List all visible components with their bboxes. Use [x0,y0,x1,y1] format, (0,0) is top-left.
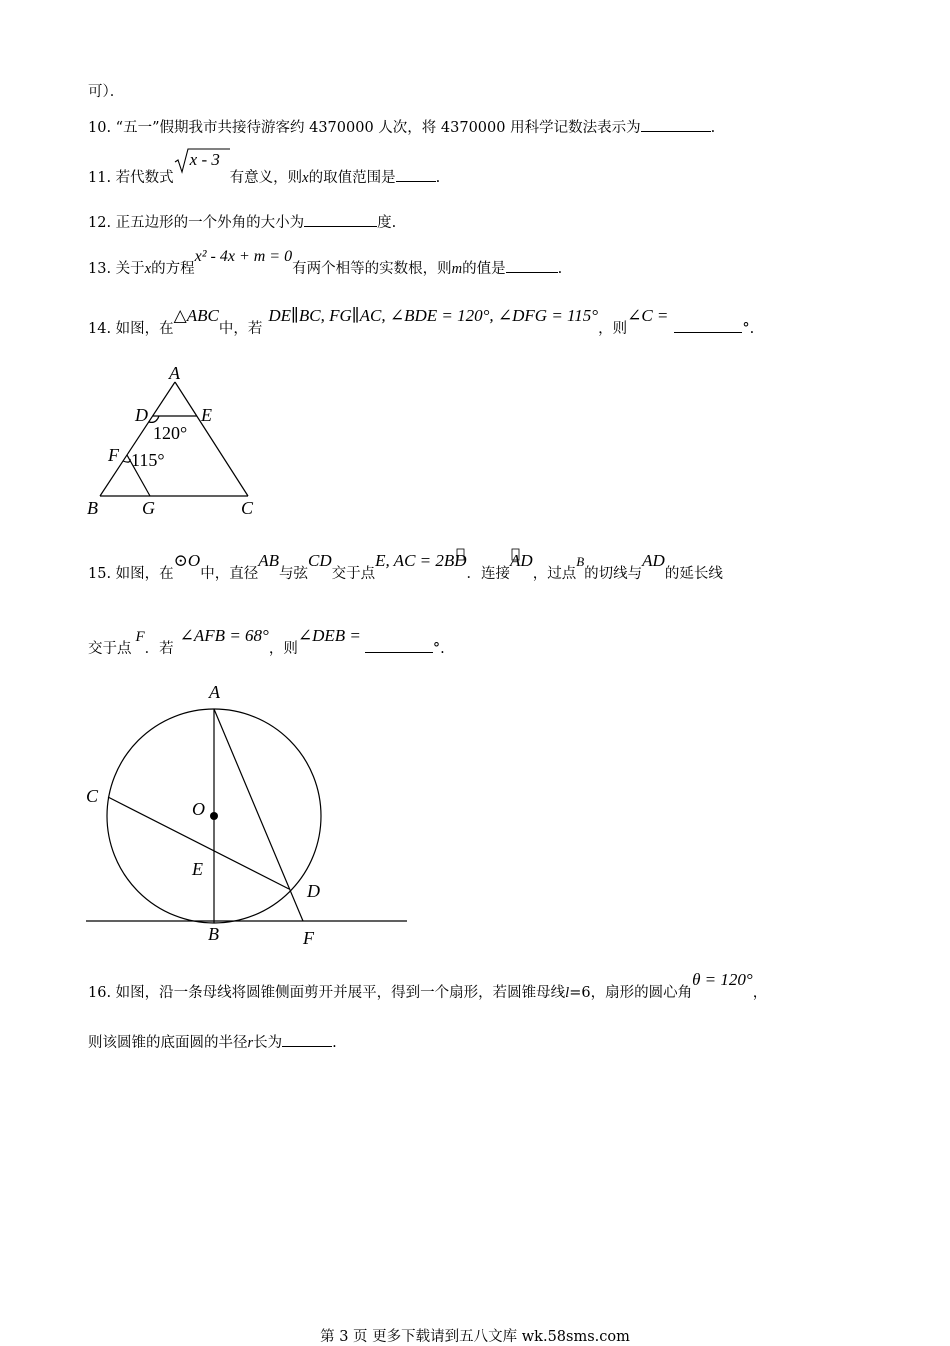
q13-text3: 有两个相等的实数根，则 [292,261,452,277]
question-15-line-2 [88,626,445,659]
q15-text9: 交于点 [88,641,132,657]
q15-ad: AD [510,551,533,570]
q16-text4: 则该圆锥的底面圆的半径 [88,1035,248,1051]
q11-sqrt-expression [174,150,230,182]
arc-ac-mark-icon [457,549,464,560]
q11-text1: 若代数式 [115,170,174,186]
angle-label-115: 115° [131,450,165,470]
q15-text10: ．若 [144,641,174,657]
q15-number: 15. [88,566,112,582]
q16-end: . [332,1035,337,1051]
arc-bd-mark-icon [512,549,519,560]
label-d: D [307,881,320,901]
q15-angle-deb: ∠DEB = [297,626,361,645]
question-16 [88,970,768,1003]
q15-text7: 的切线与 [584,566,643,582]
q14-text2: 中，若 [218,321,263,337]
q15-circle-o: ⊙O [173,551,201,570]
q14-text3: ，则 [598,321,628,337]
q15-angle-afb: ∠AFB = 68° [179,626,269,645]
q10-text: “五一”假期我市共接待游客约 4370000 人次，将 4370000 用科学记数法表示为 [115,120,641,136]
q15-ad2: AD [642,551,665,570]
q16-number: 16. [88,985,112,1001]
q15-text8: 的延长线 [664,566,723,582]
q11-var-x: x [302,170,309,186]
label-g: G [142,498,155,518]
page-footer: 第 3 页 更多下载请到五八文库 wk.58sms.com [320,1329,630,1345]
q15-condition-text: E, AC = 2BD [375,551,467,570]
question-13 [88,248,563,279]
q14-end: °. [742,321,755,337]
question-16-line-2 [88,1032,337,1053]
q12-number: 12. [88,215,112,231]
label-d: D [135,405,148,425]
q16-theta: θ = 120° [692,970,753,989]
arc-marks [455,548,535,562]
q14-condition: DE∥BC, FG∥AC, ∠BDE = 120°, ∠DFG = 115° [268,306,599,325]
q15-ab: AB [258,551,279,570]
label-a: A [169,363,180,383]
q15-text6: ，过点 [532,566,577,582]
q13-var-m: m [451,261,463,277]
label-o: O [192,799,205,819]
q15-text5: ．连接 [466,566,511,582]
q12-answer-blank [304,212,377,227]
q15-circle-figure [80,678,420,953]
question-12 [88,212,396,233]
q14-angle-c: ∠C = [627,306,669,325]
label-c: C [241,498,254,518]
q10-answer-blank [641,117,711,132]
label-b: B [87,498,98,518]
q10-end: . [710,120,716,136]
q9-tail: 可）． [88,84,125,100]
question-11 [88,150,441,188]
label-b: B [208,924,219,944]
q14-number: 14. [88,321,112,337]
label-c: C [86,786,99,806]
q12-text1: 正五边形的一个外角的大小为 [115,215,305,231]
q16-text1: 如图，沿一条母线将圆锥侧面剪开并展平，得到一个扇形，若圆锥母线 [115,985,566,1001]
q16-text2: =6，扇形的圆心角 [569,985,693,1001]
q11-radicand: x - 3 [189,150,220,169]
label-e: E [192,859,203,879]
label-a: A [209,682,220,702]
q16-l: l [565,985,570,1001]
q15-text4: 交于点 [331,566,376,582]
q14-text1: 如图，在 [115,321,174,337]
q11-text3: 的取值范围是 [308,170,396,186]
q15-text3: 与弦 [278,566,308,582]
q11-answer-blank [396,167,436,182]
q13-end: . [557,261,563,277]
q14-triangle-abc: △ABC [173,306,219,325]
question-15 [88,551,723,584]
q13-text4: 的值是 [462,261,506,277]
q13-answer-blank [506,258,558,273]
q13-number: 13. [88,261,112,277]
q13-text1: 关于 [115,261,145,277]
q16-text5: 长为 [253,1035,283,1051]
q16-answer-blank [282,1032,332,1047]
q15-cd: CD [307,551,332,570]
question-14 [88,306,755,339]
q11-end: . [435,170,441,186]
q15-text11: ，则 [268,641,298,657]
q15-f: F [135,629,145,645]
q15-condition [375,551,466,570]
q16-text3: ， [752,985,768,1001]
q10-number: 10. [88,120,112,136]
q13-equation: x² - 4x + m = 0 [194,248,293,265]
q13-text2: 的方程 [151,261,195,277]
q14-triangle-figure [80,360,280,525]
q14-answer-blank [674,318,742,333]
center-o-dot [210,812,218,820]
q12-text2: 度. [377,215,397,231]
q15-text1: 如图，在 [115,566,174,582]
q11-text2: 有意义，则 [229,170,303,186]
q15-answer-blank [365,638,433,653]
angle-label-120: 120° [153,423,188,443]
q11-number: 11. [88,170,112,186]
label-f: F [108,445,119,465]
q13-var-x: x [144,261,152,277]
question-10 [88,117,715,138]
q16-r: r [247,1035,254,1051]
label-e: E [201,405,212,425]
label-f: F [303,928,314,948]
q15-text2: 中，直径 [200,566,259,582]
q15-b: B [576,554,585,569]
q15-end: °. [432,641,445,657]
